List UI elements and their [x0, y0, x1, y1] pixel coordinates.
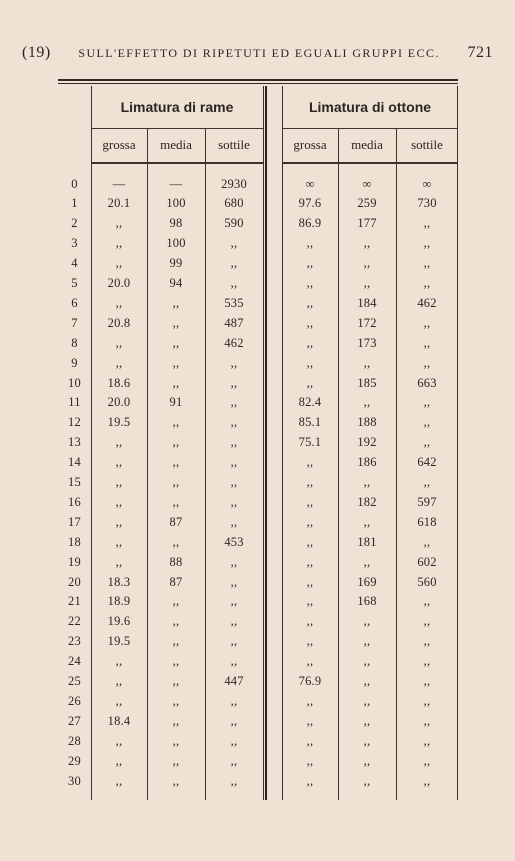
table-cell: ,, — [172, 634, 180, 649]
table-cell: ,, — [230, 634, 238, 649]
table-cell: 184 — [357, 295, 377, 310]
table-cell: ,, — [306, 295, 314, 310]
table-cell: ,, — [172, 455, 180, 470]
table-cell: ,, — [172, 674, 180, 688]
page-number: 721 — [467, 44, 493, 61]
row-number: 7 — [71, 315, 78, 330]
table-cell: 98 — [169, 216, 183, 231]
table-cell: ,, — [306, 574, 314, 589]
table-cell: ,, — [306, 375, 314, 390]
table-cell: ,, — [115, 654, 123, 669]
column-header: sottile — [411, 137, 443, 152]
table-cell: ,, — [423, 733, 431, 748]
table-cell: ,, — [230, 654, 238, 669]
row-number: 0 — [71, 176, 78, 191]
table-cell: 663 — [417, 375, 437, 390]
table-cell: 182 — [357, 494, 377, 509]
table-cell: 20.0 — [107, 395, 131, 410]
table-cell: ,, — [172, 534, 180, 549]
table-cell: ,, — [115, 216, 123, 231]
table-cell: 172 — [357, 315, 377, 330]
table-cell: 88 — [169, 554, 183, 569]
row-number: 20 — [68, 574, 81, 589]
table-cell: ,, — [230, 355, 238, 370]
table-cell: ,, — [423, 276, 431, 290]
data-table — [58, 86, 458, 800]
group-title: Limatura di ottone — [308, 99, 432, 115]
table-cell: ,, — [423, 335, 431, 350]
table-cell: 18.6 — [107, 375, 131, 390]
table-cell: 642 — [417, 455, 437, 470]
group-title: Limatura di rame — [120, 99, 234, 115]
table-cell: ,, — [306, 693, 314, 708]
table-cell: 259 — [357, 196, 377, 211]
table-cell: ,, — [306, 455, 314, 470]
table-cell: ,, — [115, 236, 123, 251]
table-cell: ,, — [115, 335, 123, 350]
table-cell: ,, — [172, 355, 180, 370]
table-cell: ,, — [306, 753, 314, 768]
table-cell: ,, — [115, 295, 123, 310]
table-cell: ,, — [363, 614, 371, 629]
table-cell: 100 — [166, 236, 186, 251]
table-cell: 18.9 — [107, 594, 131, 609]
table-cell: ,, — [363, 773, 371, 788]
row-number: 26 — [68, 693, 81, 708]
table-cell: ,, — [115, 256, 123, 271]
row-number: 24 — [68, 654, 81, 669]
table-cell: ,, — [363, 355, 371, 370]
table-cell: ,, — [230, 733, 238, 748]
table-cell: ,, — [172, 693, 180, 708]
table-cell: 186 — [357, 455, 377, 470]
row-number: 30 — [68, 773, 81, 788]
table-cell: ,, — [363, 693, 371, 708]
table-cell: 75.1 — [298, 435, 322, 450]
table-cell: ,, — [230, 614, 238, 629]
table-cell: ,, — [306, 634, 314, 649]
row-number: 10 — [68, 375, 81, 390]
table-cell: ,, — [172, 753, 180, 768]
column-header: sottile — [218, 137, 250, 152]
row-number: 9 — [71, 355, 78, 370]
table-cell: — — [112, 176, 126, 191]
row-number: 29 — [68, 753, 81, 768]
table-cell: 87 — [169, 574, 183, 589]
table-cell: ,, — [230, 514, 238, 529]
row-number: 1 — [71, 196, 78, 211]
row-number: 12 — [68, 415, 81, 430]
table-cell: ,, — [172, 594, 180, 609]
table-cell: ,, — [230, 693, 238, 708]
table-cell: ,, — [306, 594, 314, 609]
table-cell: 20.1 — [107, 196, 131, 211]
table-cell: 82.4 — [298, 395, 322, 410]
table-cell: ,, — [306, 554, 314, 569]
table-cell: ,, — [306, 256, 314, 271]
table-cell: ,, — [230, 395, 238, 410]
table-cell: ,, — [306, 276, 314, 290]
table-cell: ,, — [230, 753, 238, 768]
table-cell: 169 — [357, 574, 377, 589]
table-cell: 560 — [417, 574, 437, 589]
table-cell: ,, — [306, 773, 314, 788]
table-cell: ,, — [115, 455, 123, 470]
table-cell: ,, — [230, 574, 238, 589]
row-number: 22 — [68, 614, 81, 629]
row-number: 4 — [71, 256, 78, 271]
table-rule-double — [265, 86, 267, 800]
table-cell: 730 — [417, 196, 437, 211]
table-cell: ,, — [363, 713, 371, 728]
table-cell: 94 — [169, 276, 183, 290]
table-cell: ,, — [230, 475, 238, 489]
table-cell: ,, — [423, 315, 431, 330]
table-cell: ,, — [423, 693, 431, 708]
table-cell: 177 — [357, 216, 377, 231]
row-number: 8 — [71, 335, 78, 350]
table-cell: 597 — [417, 494, 437, 509]
table-cell: ,, — [115, 753, 123, 768]
table-cell: 100 — [166, 196, 186, 211]
table-cell: 680 — [224, 196, 244, 211]
table-cell: ,, — [230, 435, 238, 450]
table-cell: ,, — [423, 753, 431, 768]
row-number: 14 — [68, 455, 81, 470]
row-number: 16 — [68, 494, 81, 509]
table-cell: ,, — [172, 713, 180, 728]
table-cell: 97.6 — [298, 196, 322, 211]
table-cell: ,, — [115, 693, 123, 708]
table-cell: ,, — [423, 713, 431, 728]
row-number: 21 — [68, 594, 81, 609]
column-header: media — [351, 137, 383, 152]
table-cell: ,, — [306, 355, 314, 370]
running-header — [22, 40, 493, 66]
table-cell: ,, — [423, 594, 431, 609]
table-cell: ,, — [115, 674, 123, 688]
running-title: SULL'EFFETTO DI RIPETUTI ED EGUALI GRUPPI ECC. — [78, 45, 440, 60]
table-cell: ,, — [363, 753, 371, 768]
table-cell: ,, — [306, 733, 314, 748]
row-number: 18 — [68, 534, 81, 549]
table-cell: ,, — [423, 395, 431, 410]
row-number: 2 — [71, 216, 78, 231]
table-cell: ,, — [423, 355, 431, 370]
table-cell: 185 — [357, 375, 377, 390]
table-cell: ,, — [172, 435, 180, 450]
table-cell: ,, — [306, 514, 314, 529]
table-cell: ,, — [172, 415, 180, 430]
table-cell: ∞ — [422, 176, 432, 191]
table-cell: ,, — [115, 554, 123, 569]
table-cell: ,, — [423, 475, 431, 489]
table-cell: ,, — [115, 534, 123, 549]
table-cell: ,, — [172, 494, 180, 509]
table-cell: ,, — [172, 375, 180, 390]
table-cell: 192 — [357, 435, 377, 450]
table-cell: 19.6 — [107, 614, 131, 629]
table-cell: ,, — [172, 315, 180, 330]
table-cell: ,, — [172, 475, 180, 489]
table-cell: ,, — [306, 315, 314, 330]
table-cell: ,, — [230, 594, 238, 609]
table-cell: ,, — [306, 475, 314, 489]
table-cell: ,, — [423, 216, 431, 231]
table-cell: 19.5 — [107, 415, 131, 430]
row-number: 6 — [71, 295, 78, 310]
table-cell: ,, — [306, 335, 314, 350]
row-number: 13 — [68, 435, 81, 450]
table-cell: 188 — [357, 415, 377, 430]
table-cell: 590 — [224, 216, 244, 231]
table-cell: 168 — [357, 594, 377, 609]
row-number: 5 — [71, 276, 78, 290]
table-cell: 85.1 — [298, 415, 322, 430]
table-cell: ,, — [423, 654, 431, 669]
table-cell: 2930 — [221, 176, 247, 191]
table-cell: 18.3 — [107, 574, 131, 589]
table-cell: ,, — [423, 634, 431, 649]
table-cell: ,, — [363, 634, 371, 649]
row-number: 19 — [68, 554, 81, 569]
row-number: 23 — [68, 634, 81, 649]
column-header: media — [160, 137, 192, 152]
table-cell: ,, — [115, 475, 123, 489]
table-cell: 20.8 — [107, 315, 131, 330]
page-label: (19) — [22, 44, 51, 61]
table-cell: ,, — [230, 375, 238, 390]
table-cell: 173 — [357, 335, 377, 350]
table-cell: ∞ — [305, 176, 315, 191]
table-cell: ,, — [306, 534, 314, 549]
table-cell: ,, — [230, 554, 238, 569]
table-cell: 462 — [224, 335, 244, 350]
table-cell: ,, — [172, 614, 180, 629]
table-cell: ,, — [363, 554, 371, 569]
table-cell: ,, — [172, 733, 180, 748]
table-cell: ,, — [306, 236, 314, 251]
table-cell: ,, — [172, 295, 180, 310]
table-cell: ,, — [230, 773, 238, 788]
table-cell: ,, — [423, 674, 431, 688]
table-cell: 86.9 — [298, 216, 322, 231]
table-cell: ,, — [306, 713, 314, 728]
table-cell: ,, — [363, 236, 371, 251]
table-cell: ,, — [363, 395, 371, 410]
table-cell: ,, — [115, 773, 123, 788]
table-cell: ,, — [115, 514, 123, 529]
table-cell: ,, — [115, 435, 123, 450]
table-cell: ,, — [363, 256, 371, 271]
table-cell: ,, — [172, 335, 180, 350]
table-cell: ,, — [230, 415, 238, 430]
table-cell: ,, — [363, 475, 371, 489]
table-cell: ,, — [306, 614, 314, 629]
table-cell: ,, — [230, 256, 238, 271]
table-cell: 18.4 — [107, 713, 131, 728]
row-number: 25 — [68, 674, 81, 688]
table-cell: 91 — [169, 395, 183, 410]
table-cell: 76.9 — [298, 674, 322, 688]
table-cell: ,, — [423, 256, 431, 271]
table-cell: 618 — [417, 514, 437, 529]
table-cell: ,, — [172, 654, 180, 669]
table-cell: — — [169, 176, 183, 191]
table-cell: ,, — [423, 236, 431, 251]
table-cell: ,, — [363, 674, 371, 688]
table-cell: 181 — [357, 534, 377, 549]
table-cell: ,, — [230, 236, 238, 251]
header-rule — [282, 162, 458, 164]
table-cell: ,, — [306, 654, 314, 669]
table-cell: ,, — [230, 276, 238, 290]
row-number: 3 — [71, 236, 78, 251]
column-header: grossa — [102, 137, 136, 152]
top-rule-thin — [58, 83, 458, 84]
table-cell: 535 — [224, 295, 244, 310]
table-cell: ,, — [423, 415, 431, 430]
table-cell: 453 — [224, 534, 244, 549]
table-cell: 487 — [224, 315, 244, 330]
table-cell: ,, — [363, 276, 371, 290]
table-cell: ,, — [423, 614, 431, 629]
table-cell: ,, — [230, 494, 238, 509]
table-cell: ,, — [172, 773, 180, 788]
row-number: 27 — [68, 713, 81, 728]
table-cell: ,, — [423, 773, 431, 788]
table-cell: 447 — [224, 674, 244, 688]
table-cell: ,, — [363, 733, 371, 748]
top-rule — [58, 79, 458, 81]
table-cell: ,, — [363, 514, 371, 529]
table-cell: ,, — [115, 733, 123, 748]
row-number: 15 — [68, 475, 81, 489]
table-cell: 462 — [417, 295, 437, 310]
table-cell: ∞ — [362, 176, 372, 191]
row-number: 28 — [68, 733, 81, 748]
table-cell: 20.0 — [107, 276, 131, 290]
table-cell: 602 — [417, 554, 437, 569]
table-cell: ,, — [363, 654, 371, 669]
row-number: 17 — [68, 514, 81, 529]
table-cell: 87 — [169, 514, 183, 529]
table-rule-right-rame — [263, 86, 264, 800]
column-header: grossa — [293, 137, 327, 152]
table-cell: ,, — [306, 494, 314, 509]
row-number: 11 — [68, 395, 81, 410]
table-cell: 19.5 — [107, 634, 131, 649]
table-cell: ,, — [115, 494, 123, 509]
table-cell: ,, — [230, 713, 238, 728]
table-cell: ,, — [423, 534, 431, 549]
table-cell: ,, — [115, 355, 123, 370]
table-cell: 99 — [169, 256, 183, 271]
table-cell: ,, — [423, 435, 431, 450]
table-cell: ,, — [230, 455, 238, 470]
header-rule — [91, 162, 263, 164]
